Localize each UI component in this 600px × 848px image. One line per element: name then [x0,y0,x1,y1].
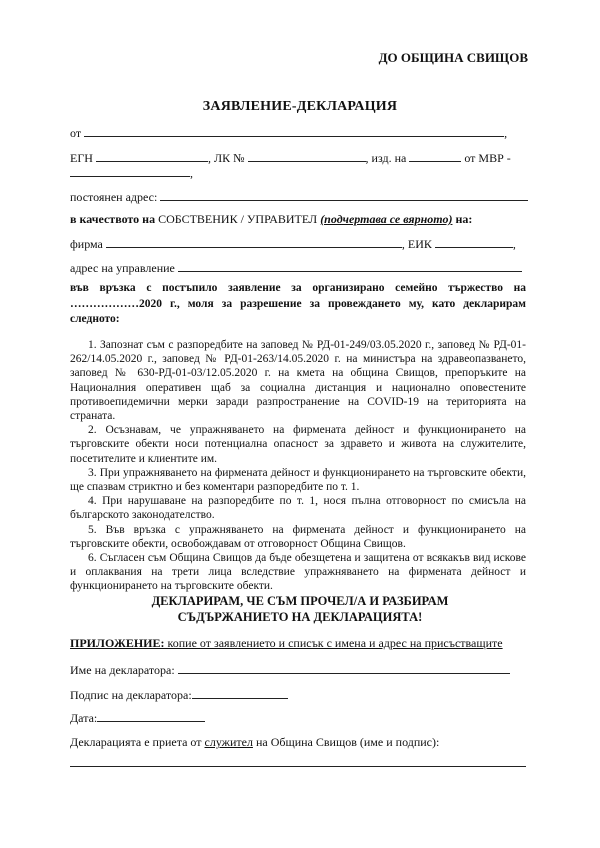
list-item: 5. Във връзка с упражняването на фирмената дейност и функционирането на търговските обекти, освобождавам от отговорност Община Свищов. [70,523,526,550]
date-label: Дата: [70,711,98,725]
declarant-sign-blank[interactable] [192,687,288,699]
mgmt-address-row [70,260,530,275]
document-title: ЗАЯВЛЕНИЕ-ДЕКЛАРАЦИЯ [202,99,398,114]
list-item: 1. Запознат съм с разпоредбите на заповед № РД-01-249/03.05.2020 г., заповед № РД-01-262/14.05.2020 г., заповед № РД-01-263/14.05.2020 г. на министъра на здравеопазването, заповед № 630-РД-01-03/12.05.2020 г. на кмета на община Свищов, препоръките на Националния оперативен щаб за социална дистанция и национално оповестените противоепидемични мерки заради разпространение на COVID-19 на територията на страната. [70,339,526,423]
intro-paragraph: във връзка с постъпило заявление за организирано семейно тържество на ………………2020 г., моля за разрешение за провеждането му, като декларирам следното: [70,282,526,325]
accepted-blank[interactable] [70,755,526,767]
capacity-options[interactable]: СОБСТВЕНИК / УПРАВИТЕЛ [158,212,318,226]
accepted-row [70,735,530,749]
eik-blank[interactable] [435,236,513,248]
egn-blank[interactable] [96,150,208,162]
company-row: фирма , ЕИК , [70,237,516,251]
from-row: от , [70,126,508,140]
declarant-name-row [70,662,530,677]
declaration-line-2: СЪДЪРЖАНИЕТО НА ДЕКЛАРАЦИЯТА! [177,610,423,624]
declaration-statement [0,593,600,625]
lk-blank[interactable] [248,150,366,162]
date-blank[interactable] [97,710,205,722]
company-label: фирма [70,237,103,251]
declarant-name-label: Име на декларатора: [70,663,175,677]
accepted-prefix: Декларацията е приета от [70,735,202,749]
list-item: 2. Осъзнавам, че упражняването на фирмената дейност и функционирането на търговските обекти носи потенциална опасност за здравето и живота на служителите, посетителите и клиентите им. [70,424,526,465]
from-blank[interactable] [84,125,504,137]
address-blank[interactable] [160,189,528,201]
addressee: ДО ОБЩИНА СВИЩОВ [378,50,528,65]
capacity-suffix: на: [455,212,473,226]
mgmt-address-blank[interactable] [178,260,522,272]
capacity-row [70,212,530,226]
attachment-row [70,636,530,650]
capacity-prefix: в качеството на [70,212,156,226]
eik-label: , ЕИК [401,237,432,251]
declarant-name-blank[interactable] [178,662,510,674]
date-row [70,710,530,725]
mvr-cont-row: , [70,165,530,180]
declarant-sign-label: Подпис на декларатора: [70,688,192,702]
issued-blank[interactable] [409,150,461,162]
accepted-blank-row [70,755,530,770]
address-label: постоянен адрес: [70,190,158,204]
list-item: 6. Съгласен съм Община Свищов да бъде обезщетена и защитена от всякакъв вид искове и оплаквания на трети лица вследствие упражняването на фирмената дейност и функционирането на търговските обекти. [70,552,526,593]
list-item: 3. При упражняването на фирмената дейност и функционирането на търговските обекти, ще спазвам стриктно и без коментари разпоредбите по т. 1. [70,466,526,494]
mvr-blank[interactable] [70,165,190,177]
accepted-suffix: на Община Свищов (име и подпис): [252,735,440,749]
mgmt-address-label: адрес на управление [70,261,175,275]
accepted-employee: служител [204,735,253,749]
attachment-label: ПРИЛОЖЕНИЕ: [70,636,165,650]
declarant-sign-row [70,687,530,702]
from-label: от [70,126,82,140]
egn-label: ЕГН [70,151,93,165]
lk-label: , ЛК № [207,151,245,165]
declaration-line-1: ДЕКЛАРИРАМ, ЧЕ СЪМ ПРОЧЕЛ/А И РАЗБИРАМ [151,594,449,608]
mvr-label: от МВР - [464,151,511,165]
declaration-items [70,338,526,594]
address-row [70,189,530,204]
egn-row [70,150,530,165]
list-item: 4. При нарушаване на разпоредбите по т. 1, нося пълна отговорност по смисъла на българското законодателство. [70,495,526,522]
capacity-hint: (подчертава се вярното) [320,212,453,226]
issued-label: , изд. на [365,151,407,165]
attachment-text: копие от заявлението и списък с имена и адрес на присъстващите [164,636,503,650]
company-blank[interactable] [106,236,402,248]
